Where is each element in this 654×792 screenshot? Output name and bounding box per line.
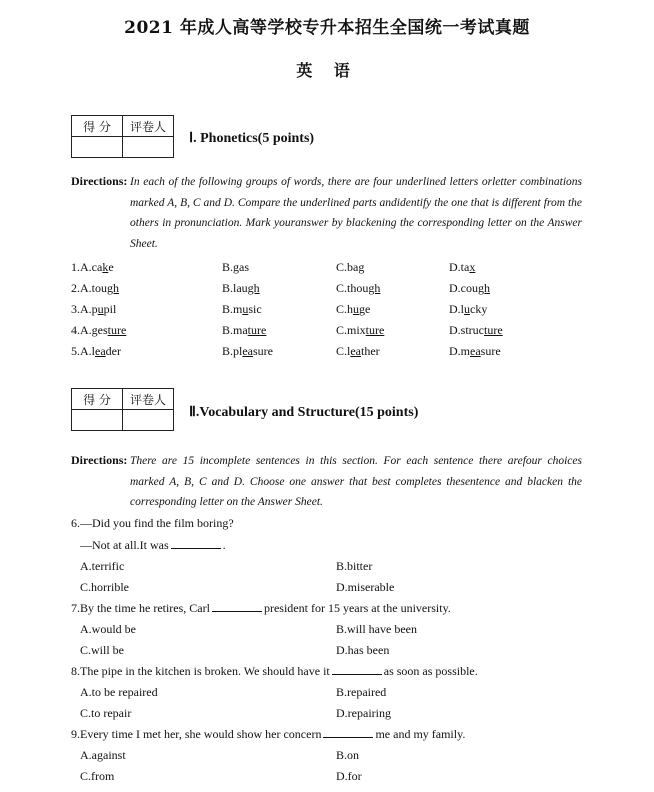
score-label: 得 分 [72,389,123,410]
score-cell [72,410,123,431]
option-b: B.bitter [336,559,373,573]
exam-title: 2021 年成人高等学校专升本招生全国统一考试真题 [124,18,530,38]
score-box-section1 [71,115,174,158]
option-text: A.tou [80,281,107,295]
option-text: D.ta [449,260,470,274]
question-9-text-end: me and my family. [375,727,466,741]
option-text: D.cou [449,281,478,295]
question-7-text-end: president for 15 years at the university. [263,601,451,615]
phonetics-q3-option-c [336,302,370,317]
grader-label: 评卷人 [123,116,174,137]
underlined-letters: ture [247,323,267,337]
option-text: B.lau [222,281,248,295]
option-text: C.ba [336,260,359,274]
underlined-letters: ea [350,344,361,358]
question-6-reply-end: . [222,538,226,552]
question-number: 4. [71,323,80,337]
option-a: A.to be repaired [80,685,158,699]
question-7-stem [71,601,451,616]
option-d: D.has been [336,643,390,657]
phonetics-q5-option-b [222,344,273,359]
option-b: B.will have been [336,622,417,636]
score-box-section2 [71,388,174,431]
option-text: D.l [449,302,464,316]
option-b: B.on [336,748,360,762]
option-text: A.l [80,344,95,358]
option-text-end: e [108,260,114,274]
question-number: 3. [71,302,80,316]
option-text: C.mix [336,323,366,337]
option-text: C.h [336,302,354,316]
question-number: 5. [71,344,80,358]
phonetics-q2-option-c [336,281,380,296]
section1-directions-text: In each of the following groups of words, there are four underlined letters orletter combinations marked A, B, C and D. Compare the underlined parts andidentify the one that is different from the others in pronunciation. Mark youranswer by blackening the corresponding letter on the Answer Sheet. [130,176,582,250]
question-9-text: 9.Every time I met her, she would show her concern [71,727,322,741]
answer-blank [323,727,373,738]
question-6-stem: 6.—Did you find the film boring? [71,516,234,530]
section1-heading: Ⅰ. Phonetics(5 points) [189,131,315,146]
underlined-letters: gh [247,281,260,295]
option-text: D.m [449,344,470,358]
option-text: C.thou [336,281,369,295]
phonetics-q1-option-c [336,260,364,275]
option-d: D.for [336,769,362,783]
question-6-reply-text: —Not at all.It was [80,538,169,552]
question-7-text: 7.By the time he retires, Carl [71,601,210,615]
option-c: C.horrible [80,580,129,594]
phonetics-q5-option-c [336,344,380,359]
section1-directions-label: Directions: [71,174,128,188]
underlined-letters: ture [365,323,385,337]
option-d: D.miserable [336,580,395,594]
option-text: B.m [222,302,243,316]
option-text-end: cky [470,302,488,316]
question-9-stem [71,727,465,742]
underlined-letters: ture [484,323,503,337]
option-text: A.p [80,302,98,316]
underlined-letters: ea [242,344,253,358]
option-d: D.repairing [336,706,391,720]
phonetics-q5-option-a [71,344,121,359]
option-text-end: sure [480,344,501,358]
phonetics-q1-option-b [222,260,249,275]
option-text: B.pl [222,344,243,358]
underlined-letters: k [102,260,109,274]
phonetics-q4-option-a [71,323,126,338]
option-text-end: sic [248,302,262,316]
phonetics-q1-option-d [449,260,475,275]
option-text: A.ca [80,260,103,274]
option-b: B.repaired [336,685,387,699]
option-text: A.ges [80,323,108,337]
question-6-reply [80,538,226,553]
grader-label: 评卷人 [123,389,174,410]
phonetics-q2-option-b [222,281,260,296]
underlined-letters: gh [107,281,119,295]
option-a: A.against [80,748,126,762]
option-text: C.l [336,344,351,358]
section2-directions-label: Directions: [71,453,128,467]
grader-cell [123,410,174,431]
question-8-text: 8.The pipe in the kitchen is broken. We should have it [71,664,330,678]
underlined-letters: ture [107,323,127,337]
option-a: A.would be [80,622,136,636]
section2-directions-text: There are 15 incomplete sentences in this section. For each sentence there arefour choices marked A, B, C and D. Choose one answer that best completes thesentence and blacken the corresponding letter on the Answer Sheet. [130,455,582,508]
option-text-end: ther [361,344,380,358]
underlined-letters: u [97,302,104,316]
option-c: C.to repair [80,706,132,720]
phonetics-q4-option-c [336,323,384,338]
score-label: 得 分 [72,116,123,137]
option-c: C.from [80,769,115,783]
phonetics-q2-option-d [449,281,490,296]
option-text-end: ge [359,302,371,316]
option-text: B.ma [222,323,248,337]
option-a: A.terrific [80,559,125,573]
underlined-letters: u [464,302,470,316]
phonetics-q1-option-a [71,260,114,275]
option-c: C.will be [80,643,124,657]
question-8-text-end: as soon as possible. [383,664,478,678]
underlined-letters: g [233,260,240,274]
option-text-end: as [239,260,250,274]
underlined-letters: g [358,260,365,274]
phonetics-q3-option-d [449,302,487,317]
underlined-letters: u [353,302,360,316]
underlined-letters: u [242,302,249,316]
grader-cell [123,137,174,158]
answer-blank [212,601,262,612]
phonetics-q4-option-b [222,323,266,338]
subject-title: 英 语 [296,61,358,80]
answer-blank [332,664,382,675]
option-text-end: der [105,344,121,358]
phonetics-q3-option-a [71,302,116,317]
underlined-letters: gh [478,281,490,295]
question-8-stem [71,664,478,679]
question-number: 2. [71,281,80,295]
underlined-letters: gh [368,281,381,295]
phonetics-q2-option-a [71,281,119,296]
question-number: 1. [71,260,80,274]
underlined-letters: x [469,260,476,274]
phonetics-q5-option-d [449,344,501,359]
answer-blank [171,538,221,549]
option-text-end: sure [253,344,273,358]
underlined-letters: ea [95,344,106,358]
phonetics-q3-option-b [222,302,262,317]
section2-heading: Ⅱ.Vocabulary and Structure(15 points) [189,405,419,420]
option-text: D.struc [449,323,484,337]
underlined-letters: ea [470,344,481,358]
score-cell [72,137,123,158]
option-text-end: pil [103,302,117,316]
phonetics-q4-option-d [449,323,503,338]
option-text: B. [222,260,234,274]
